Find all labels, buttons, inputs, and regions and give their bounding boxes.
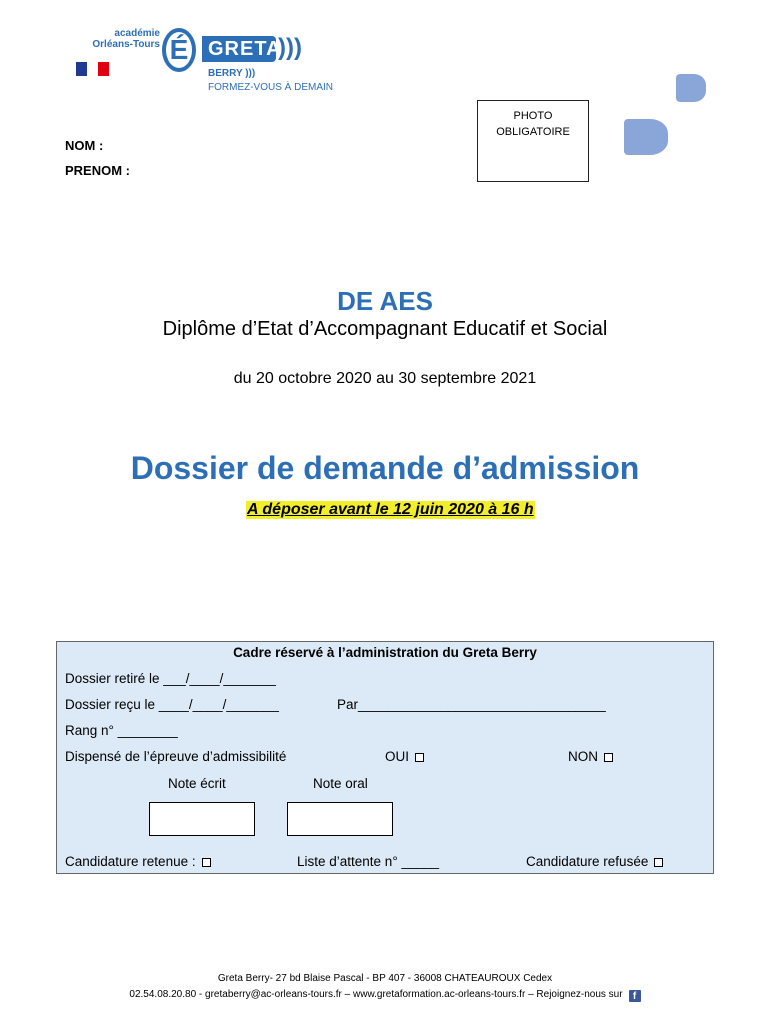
academie-line1: académie [114,28,160,39]
candidature-retenue [65,854,211,869]
candidature-refusee-label: Candidature refusée [526,854,649,869]
par-field: Par_________________________________ [337,697,606,712]
note-oral-label: Note oral [313,776,368,791]
decorative-tab-shape [624,119,668,155]
diploma-title: DE AES [337,286,433,316]
academie-label [80,28,160,50]
footer-contact [0,989,770,1002]
candidature-retenue-label: Candidature retenue : [65,854,196,869]
footer-address: Greta Berry- 27 bd Blaise Pascal - BP 407 - 36008 CHATEAUROUX Cedex [217,973,553,984]
photo-required-label: OBLIGATOIRE [496,126,570,138]
academie-line2: Orléans-Tours [92,39,160,50]
greta-logo [58,12,334,93]
admin-frame [56,641,714,874]
rang-field: Rang n° ________ [65,723,178,738]
arcs-icon: ))) [278,34,302,61]
liste-attente-field: Liste d’attente n° _____ [297,854,440,869]
photo-box [477,100,589,182]
nom-label: NOM : [65,138,104,153]
photo-label: PHOTO [513,110,553,122]
non-label: NON [568,749,598,764]
logo-tagline: FORMEZ-VOUS À DEMAIN [208,82,334,93]
footer-contact-text: 02.54.08.20.80 - gretaberry@ac-orleans-tours.fr – www.gretaformation.ac-orleans-tours.fr – Rejoignez-nous sur [129,989,623,1000]
non-option [568,749,613,764]
dispense-label: Dispensé de l’épreuve d’admissibilité [65,749,287,764]
berry-label: BERRY ))) [208,68,256,79]
refusee-checkbox[interactable] [654,858,663,867]
note-ecrit-box[interactable] [149,802,255,836]
oui-option [385,749,424,764]
dossier-title: Dossier de demande d’admission [130,450,640,486]
admin-frame-title: Cadre réservé à l’administration du Greta Berry [233,645,537,660]
oui-checkbox[interactable] [415,753,424,762]
french-flag-icon [76,62,110,76]
note-ecrit-label: Note écrit [168,776,226,791]
greta-wordmark: GRETA [202,36,276,62]
training-dates: du 20 octobre 2020 au 30 septembre 2021 [233,370,537,387]
non-checkbox[interactable] [604,753,613,762]
retenue-checkbox[interactable] [202,858,211,867]
diploma-subtitle: Diplôme d’Etat d’Accompagnant Educatif et Social [162,318,608,340]
dossier-retire-field: Dossier retiré le ___/____/_______ [65,671,276,686]
oui-label: OUI [385,749,410,764]
dossier-recu-field: Dossier reçu le ____/____/_______ [65,697,279,712]
e-letter-logo: É [162,28,196,72]
decorative-tab-shape [676,74,706,102]
candidature-refusee [526,854,663,869]
note-oral-box[interactable] [287,802,393,836]
prenom-label: PRENOM : [65,163,130,178]
facebook-icon[interactable]: f [629,990,641,1002]
deadline-notice: A déposer avant le 12 juin 2020 à 16 h [247,501,534,518]
